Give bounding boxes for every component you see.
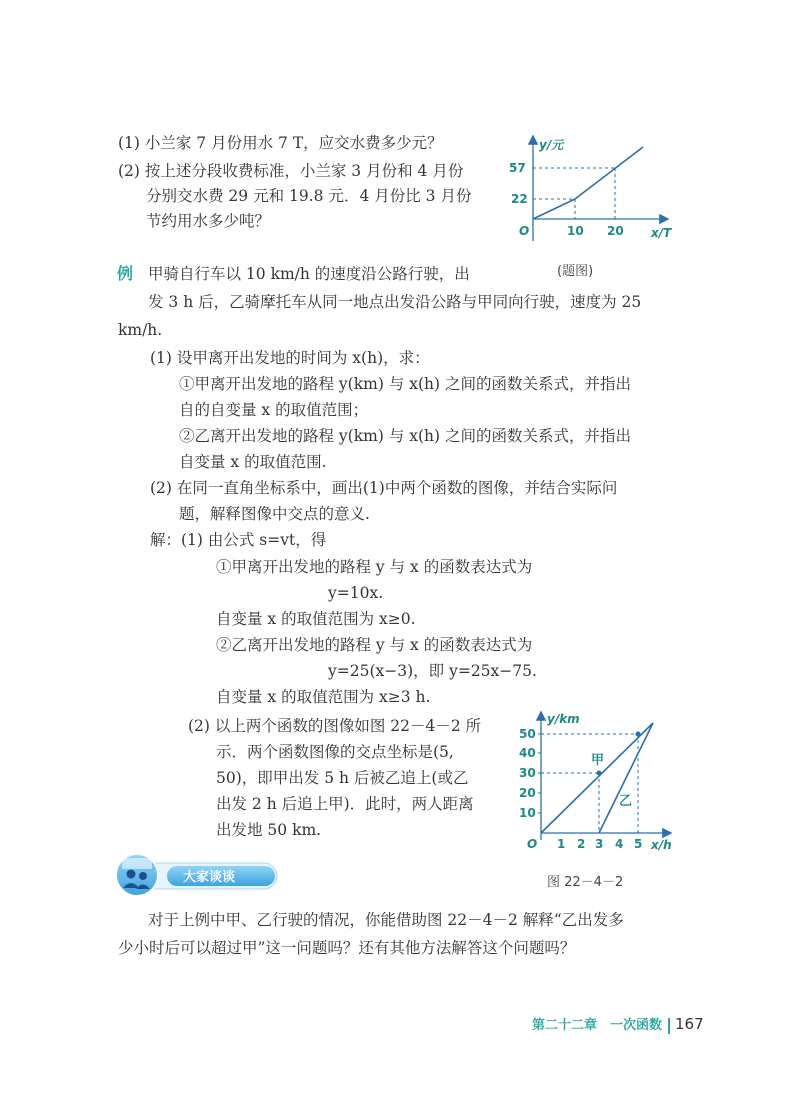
- part-1a-line-2: 自的自变量 x 的取值范围；: [179, 401, 369, 419]
- question-2-line-2: 分别交水费 29 元和 19.8 元．4 月份比 3 月份: [146, 187, 472, 205]
- figure-22-4-2: [505, 705, 690, 895]
- fig2-caption: 图 22－4－2: [547, 875, 624, 890]
- fig2-label-yi: 乙: [619, 794, 633, 809]
- page-number: 167: [675, 1015, 704, 1033]
- solution-line-7: 自变量 x 的取值范围为 x≥3 h.: [216, 688, 431, 706]
- footer-divider: [668, 1018, 670, 1034]
- solution2-line-3: 50)，即甲出发 5 h 后被乙追上(或乙: [216, 769, 469, 787]
- fig2-ytick-30: 30: [519, 766, 536, 780]
- solution-line-4: 自变量 x 的取值范围为 x≥0.: [216, 610, 416, 628]
- fig1-origin: O: [519, 224, 530, 238]
- solution2-line-5: 出发地 50 km.: [216, 821, 322, 839]
- question-1: (1) 小兰家 7 月份用水 7 T，应交水费多少元？: [118, 134, 443, 152]
- fig2-ylabel: y/km: [547, 712, 580, 726]
- fig1-xtick-20: 20: [607, 224, 624, 238]
- fig2-ytick-50: 50: [519, 727, 536, 741]
- example-line-3: km/h.: [118, 321, 163, 339]
- example-line-1: 甲骑自行车以 10 km/h 的速度沿公路行驶，出: [148, 265, 470, 283]
- discussion-line-2: 少小时后可以超过甲”这一问题吗？还有其他方法解答这个问题吗？: [118, 939, 576, 957]
- discussion-title: 大家谈谈: [183, 870, 236, 885]
- example-line-2: 发 3 h 后，乙骑摩托车从同一地点出发沿公路与甲同向行驶，速度为 25: [148, 293, 642, 311]
- footer-chapter: 第二十二章 一次函数: [532, 1018, 663, 1033]
- fig1-caption: (题图): [557, 264, 594, 279]
- part-1b-line-2: 自变量 x 的取值范围.: [179, 453, 327, 471]
- fig1-ytick-22: 22: [511, 192, 528, 206]
- fig2-xtick-2: 2: [577, 837, 586, 851]
- solution-line-1: 解：(1) 由公式 s=vt，得: [150, 531, 327, 549]
- fig2-xtick-3: 3: [595, 837, 604, 851]
- fig2-ytick-10: 10: [519, 806, 536, 820]
- solution-eq-2: y=25(x−3)，即 y=25x−75.: [328, 662, 537, 680]
- part-1: (1) 设甲离开出发地的时间为 x(h)，求：: [150, 349, 430, 367]
- fig1-xtick-10: 10: [567, 224, 584, 238]
- discussion-badge: [113, 852, 279, 898]
- fig2-xtick-1: 1: [557, 837, 566, 851]
- question-2-line-3: 节约用水多少吨？: [146, 212, 271, 230]
- solution2-line-2: 示．两个函数图像的交点坐标是(5,: [216, 743, 454, 761]
- example-label: 例: [117, 264, 134, 283]
- part-1b-line-1: ②乙离开出发地的路程 y(km) 与 x(h) 之间的函数关系式，并指出: [179, 427, 631, 445]
- fig2-origin: O: [527, 837, 538, 851]
- solution-eq-1: y=10x.: [328, 584, 384, 602]
- fig2-ytick-40: 40: [519, 746, 536, 760]
- fig2-xtick-4: 4: [615, 837, 624, 851]
- fig2-xtick-5: 5: [634, 837, 643, 851]
- solution2-line-1: (2) 以上两个函数的图像如图 22－4－2 所: [188, 717, 482, 735]
- fig2-xlabel: x/h: [651, 838, 672, 852]
- part-1a-line-1: ①甲离开出发地的路程 y(km) 与 x(h) 之间的函数关系式，并指出: [179, 375, 631, 393]
- part-2-line-1: (2) 在同一直角坐标系中，画出(1)中两个函数的图像，并结合实际问: [150, 479, 618, 497]
- solution2-line-4: 出发 2 h 后追上甲)．此时，两人距离: [216, 795, 474, 813]
- discussion-line-1: 对于上例中甲、乙行驶的情况，你能借助图 22－4－2 解释“乙出发多: [148, 911, 624, 929]
- fig1-ytick-57: 57: [509, 161, 526, 175]
- question-2-line-1: (2) 按上述分段收费标准，小兰家 3 月份和 4 月份: [118, 162, 464, 180]
- fig1-ylabel: y/元: [539, 138, 564, 152]
- page-footer: [532, 1014, 704, 1034]
- fig2-label-jia: 甲: [591, 753, 605, 768]
- solution-line-2: ①甲离开出发地的路程 y 与 x 的函数表达式为: [216, 558, 533, 576]
- fig2-ytick-20: 20: [519, 786, 536, 800]
- figure-water-fee-graph: [505, 125, 685, 290]
- fig1-xlabel: x/T: [651, 226, 672, 240]
- solution-line-5: ②乙离开出发地的路程 y 与 x 的函数表达式为: [216, 636, 533, 654]
- part-2-line-2: 题，解释图像中交点的意义.: [179, 505, 370, 523]
